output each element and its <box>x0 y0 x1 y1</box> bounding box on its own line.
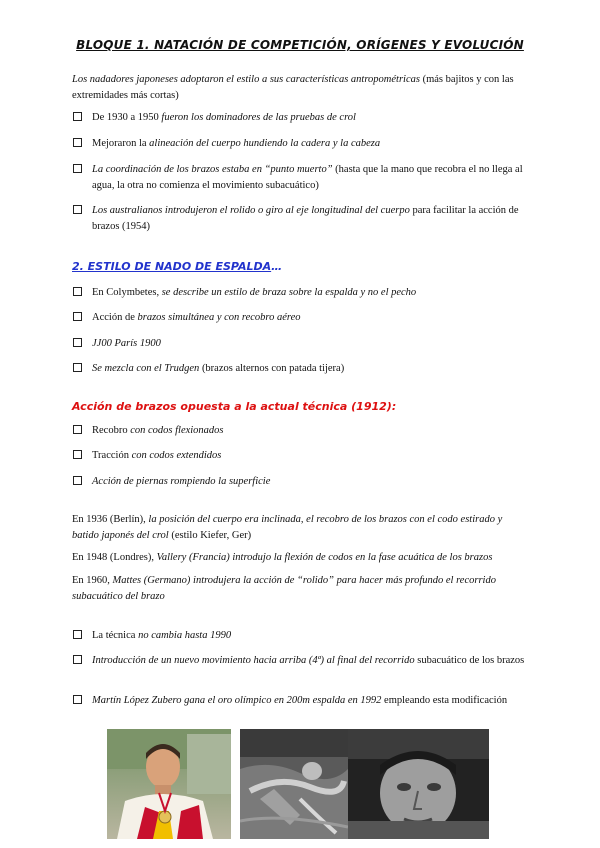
list-item: JJ00 París 1900 <box>92 336 528 352</box>
checkbox-icon <box>73 338 82 347</box>
paragraph-1960: En 1960, Mattes (Germano) introdujera la acción de “rolido” para hacer más profundo el recorrido subacuático del brazo <box>72 575 496 602</box>
checkbox-icon <box>73 363 82 372</box>
list-item: Los australianos introdujeron el rolido o giro al eje longitudinal del cuerpo para facilitar la acción de brazos (1954) <box>92 203 528 234</box>
list-item: En Colymbetes, se describe un estilo de braza sobre la espalda y no el pecho <box>92 285 528 301</box>
section-heading-backstroke: 2. ESTILO DE NADO DE ESPALDA… <box>72 260 283 273</box>
paragraph-1936: En 1936 (Berlín), la posición del cuerpo era inclinada, el recobro de los brazos con el codo estirado y batido japonés del crol (estilo Kiefer, Ger) <box>72 514 503 541</box>
list-item: Acción de piernas rompiendo la superficie <box>92 474 528 490</box>
list-item: De 1930 a 1950 fueron los dominadores de las pruebas de crol <box>92 110 528 126</box>
paragraph-1948: En 1948 (Londres), Vallery (Francia) introdujo la flexión de codos en la fase acuática de los brazos <box>72 552 493 563</box>
list-item: Introducción de un nuevo movimiento hacia arriba (4ª) al final del recorrido subacuático de los brazos <box>92 653 528 669</box>
checkbox-icon <box>73 630 82 639</box>
intro-paragraph: Los nadadores japoneses adoptaron el estilo a sus características antropométricas (más bajitos y con las extremidades más cortas) <box>72 74 514 101</box>
section-heading-1912: Acción de brazos opuesta a la actual técnica (1912): <box>72 400 397 413</box>
photo-lopez-zubero <box>107 729 231 839</box>
checkbox-icon <box>73 476 82 485</box>
list-item: Mejoraron la alineación del cuerpo hundiendo la cadera y la cabeza <box>92 136 528 152</box>
checkbox-icon <box>73 655 82 664</box>
checkbox-icon <box>73 287 82 296</box>
checkbox-icon <box>73 138 82 147</box>
checkbox-icon <box>73 450 82 459</box>
list-item: Recobro con codos flexionados <box>92 423 528 439</box>
checkbox-icon <box>73 112 82 121</box>
checkbox-icon <box>73 312 82 321</box>
checkbox-icon <box>73 695 82 704</box>
list-item: Martín López Zubero gana el oro olímpico en 200m espalda en 1992 empleando esta modificación <box>92 693 528 709</box>
list-item: Acción de brazos simultánea y con recobro aéreo <box>92 310 528 326</box>
photo-backstroke-swimmer <box>240 729 348 839</box>
checkbox-icon <box>73 205 82 214</box>
page-title: BLOQUE 1. NATACIÓN DE COMPETICIÓN, ORÍGENES Y EVOLUCIÓN <box>76 38 524 52</box>
checkbox-icon <box>73 425 82 434</box>
list-item: La coordinación de los brazos estaba en “punto muerto” (hasta que la mano que recobra el no llega al agua, la otra no comienza el movimiento subacuático) <box>92 162 528 193</box>
checkbox-icon <box>73 164 82 173</box>
list-item: Se mezcla con el Trudgen (brazos alternos con patada tijera) <box>92 361 528 377</box>
photo-swimmer-face <box>348 729 489 839</box>
list-item: Tracción con codos extendidos <box>92 448 528 464</box>
list-item: La técnica no cambia hasta 1990 <box>92 628 528 644</box>
